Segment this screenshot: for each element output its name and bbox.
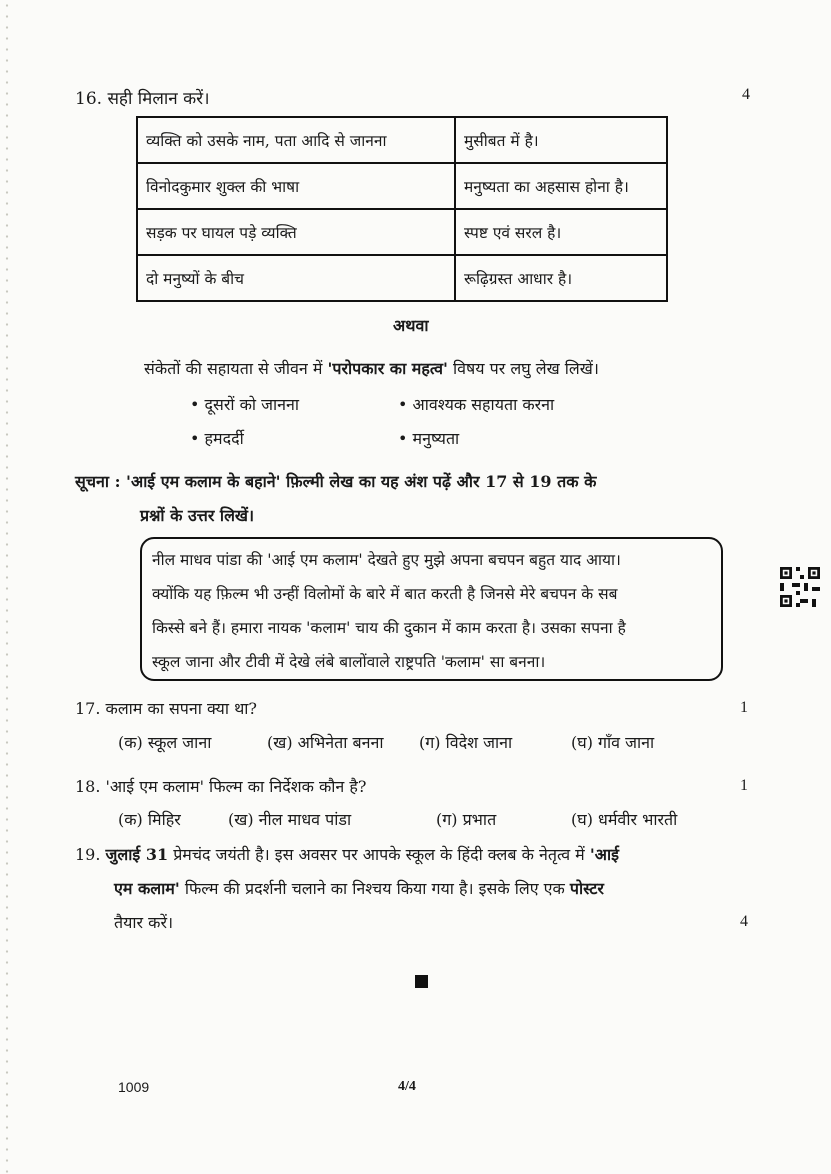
hint-text: आवश्यक सहायता करना bbox=[412, 395, 555, 414]
q19-bold-date: जुलाई 31 bbox=[105, 845, 169, 864]
q17-label: 17. कलाम का सपना क्या था? bbox=[75, 699, 258, 718]
match-table bbox=[136, 116, 668, 302]
hint-text: हमदर्दी bbox=[204, 429, 244, 448]
page-number: 4/4 bbox=[398, 1079, 416, 1094]
or-label: अथवा bbox=[393, 316, 429, 335]
match-left-cell: सड़क पर घायल पड़े व्यक्ति bbox=[137, 209, 455, 255]
end-marker bbox=[415, 975, 428, 988]
match-left-cell: दो मनुष्यों के बीच bbox=[137, 255, 455, 301]
match-right-cell: मुसीबत में है। bbox=[455, 117, 667, 163]
q19-bold-title: 'आई bbox=[589, 845, 619, 864]
hint-item: • मनुष्यता bbox=[398, 429, 460, 448]
option-item: (घ) धर्मवीर भारती bbox=[571, 810, 678, 829]
q19-number: 19. bbox=[75, 845, 101, 864]
q19-line-1 bbox=[75, 843, 619, 865]
match-left-cell: विनोदकुमार शुक्ल की भाषा bbox=[137, 163, 455, 209]
q19-marks: 4 bbox=[740, 913, 748, 930]
hint-item: • आवश्यक सहायता करना bbox=[398, 395, 555, 414]
option-item: (ग) विदेश जाना bbox=[419, 733, 513, 752]
match-right-cell: रूढ़िग्रस्त आधार है। bbox=[455, 255, 667, 301]
table-row bbox=[137, 209, 667, 255]
hint-text: दूसरों को जानना bbox=[204, 395, 300, 414]
option-item: (ग) प्रभात bbox=[436, 810, 497, 829]
alt-prompt bbox=[144, 357, 599, 379]
q19-text: फिल्म की प्रदर्शनी चलाने का निश्चय किया गया है। इसके लिए एक bbox=[179, 879, 570, 898]
alt-prompt-pre: संकेतों की सहायता से जीवन में bbox=[144, 359, 328, 378]
alt-prompt-bold: 'परोपकार का महत्व' bbox=[327, 359, 448, 378]
q18-marks: 1 bbox=[740, 777, 748, 794]
q19-line-2 bbox=[114, 877, 604, 899]
q19-line-3: तैयार करें। bbox=[114, 913, 174, 932]
passage-line: नील माधव पांडा की 'आई एम कलाम' देखते हुए मुझे अपना बचपन बहुत याद आया। bbox=[152, 551, 621, 569]
q19-text: प्रेमचंद जयंती है। इस अवसर पर आपके स्कूल के हिंदी क्लब के नेतृत्व में bbox=[168, 845, 590, 864]
passage-line: क्योंकि यह फ़िल्म भी उन्हीं विलोमों के बारे में बात करती है जिनसे मेरे बचपन के सब bbox=[152, 585, 618, 603]
hint-item: • दूसरों को जानना bbox=[190, 395, 300, 414]
q17-marks: 1 bbox=[740, 699, 748, 716]
table-row bbox=[137, 117, 667, 163]
match-right-cell: मनुष्यता का अहसास होना है। bbox=[455, 163, 667, 209]
passage-box bbox=[140, 537, 723, 681]
match-left-cell: व्यक्ति को उसके नाम, पता आदि से जानना bbox=[137, 117, 455, 163]
option-item: (ख) नील माधव पांडा bbox=[228, 810, 352, 829]
passage-line: स्कूल जाना और टीवी में देखे लंबे बालोंवाले राष्ट्रपति 'कलाम' सा बनना। bbox=[152, 653, 546, 671]
option-item: (ख) अभिनेता बनना bbox=[267, 733, 384, 752]
table-row bbox=[137, 163, 667, 209]
paper-code: 1009 bbox=[118, 1079, 150, 1095]
q19-bold-title-cont: एम कलाम' bbox=[114, 879, 180, 898]
q18-label: 18. 'आई एम कलाम' फिल्म का निर्देशक कौन है? bbox=[75, 777, 367, 796]
hint-text: मनुष्यता bbox=[412, 429, 460, 448]
q16-label: 16. सही मिलान करें। bbox=[75, 89, 210, 109]
passage-line: किस्से बने हैं। हमारा नायक 'कलाम' चाय की दुकान में काम करता है। उसका सपना है bbox=[152, 619, 626, 637]
option-item: (क) मिहिर bbox=[118, 810, 181, 829]
notice-line-1: सूचना : 'आई एम कलाम के बहाने' फ़िल्मी लेख का यह अंश पढ़ें और 17 से 19 तक के bbox=[75, 472, 597, 491]
option-item: (क) स्कूल जाना bbox=[118, 733, 212, 752]
option-item: (घ) गाँव जाना bbox=[571, 733, 655, 752]
qr-code-icon bbox=[780, 567, 820, 607]
table-row bbox=[137, 255, 667, 301]
match-right-cell: स्पष्ट एवं सरल है। bbox=[455, 209, 667, 255]
notice-line-2: प्रश्नों के उत्तर लिखें। bbox=[140, 506, 255, 525]
perforation-edge bbox=[4, 0, 10, 1174]
hint-item: • हमदर्दी bbox=[190, 429, 244, 448]
q19-bold-poster: पोस्टर bbox=[569, 879, 604, 898]
alt-prompt-post: विषय पर लघु लेख लिखें। bbox=[447, 359, 599, 378]
q16-marks: 4 bbox=[742, 86, 750, 103]
